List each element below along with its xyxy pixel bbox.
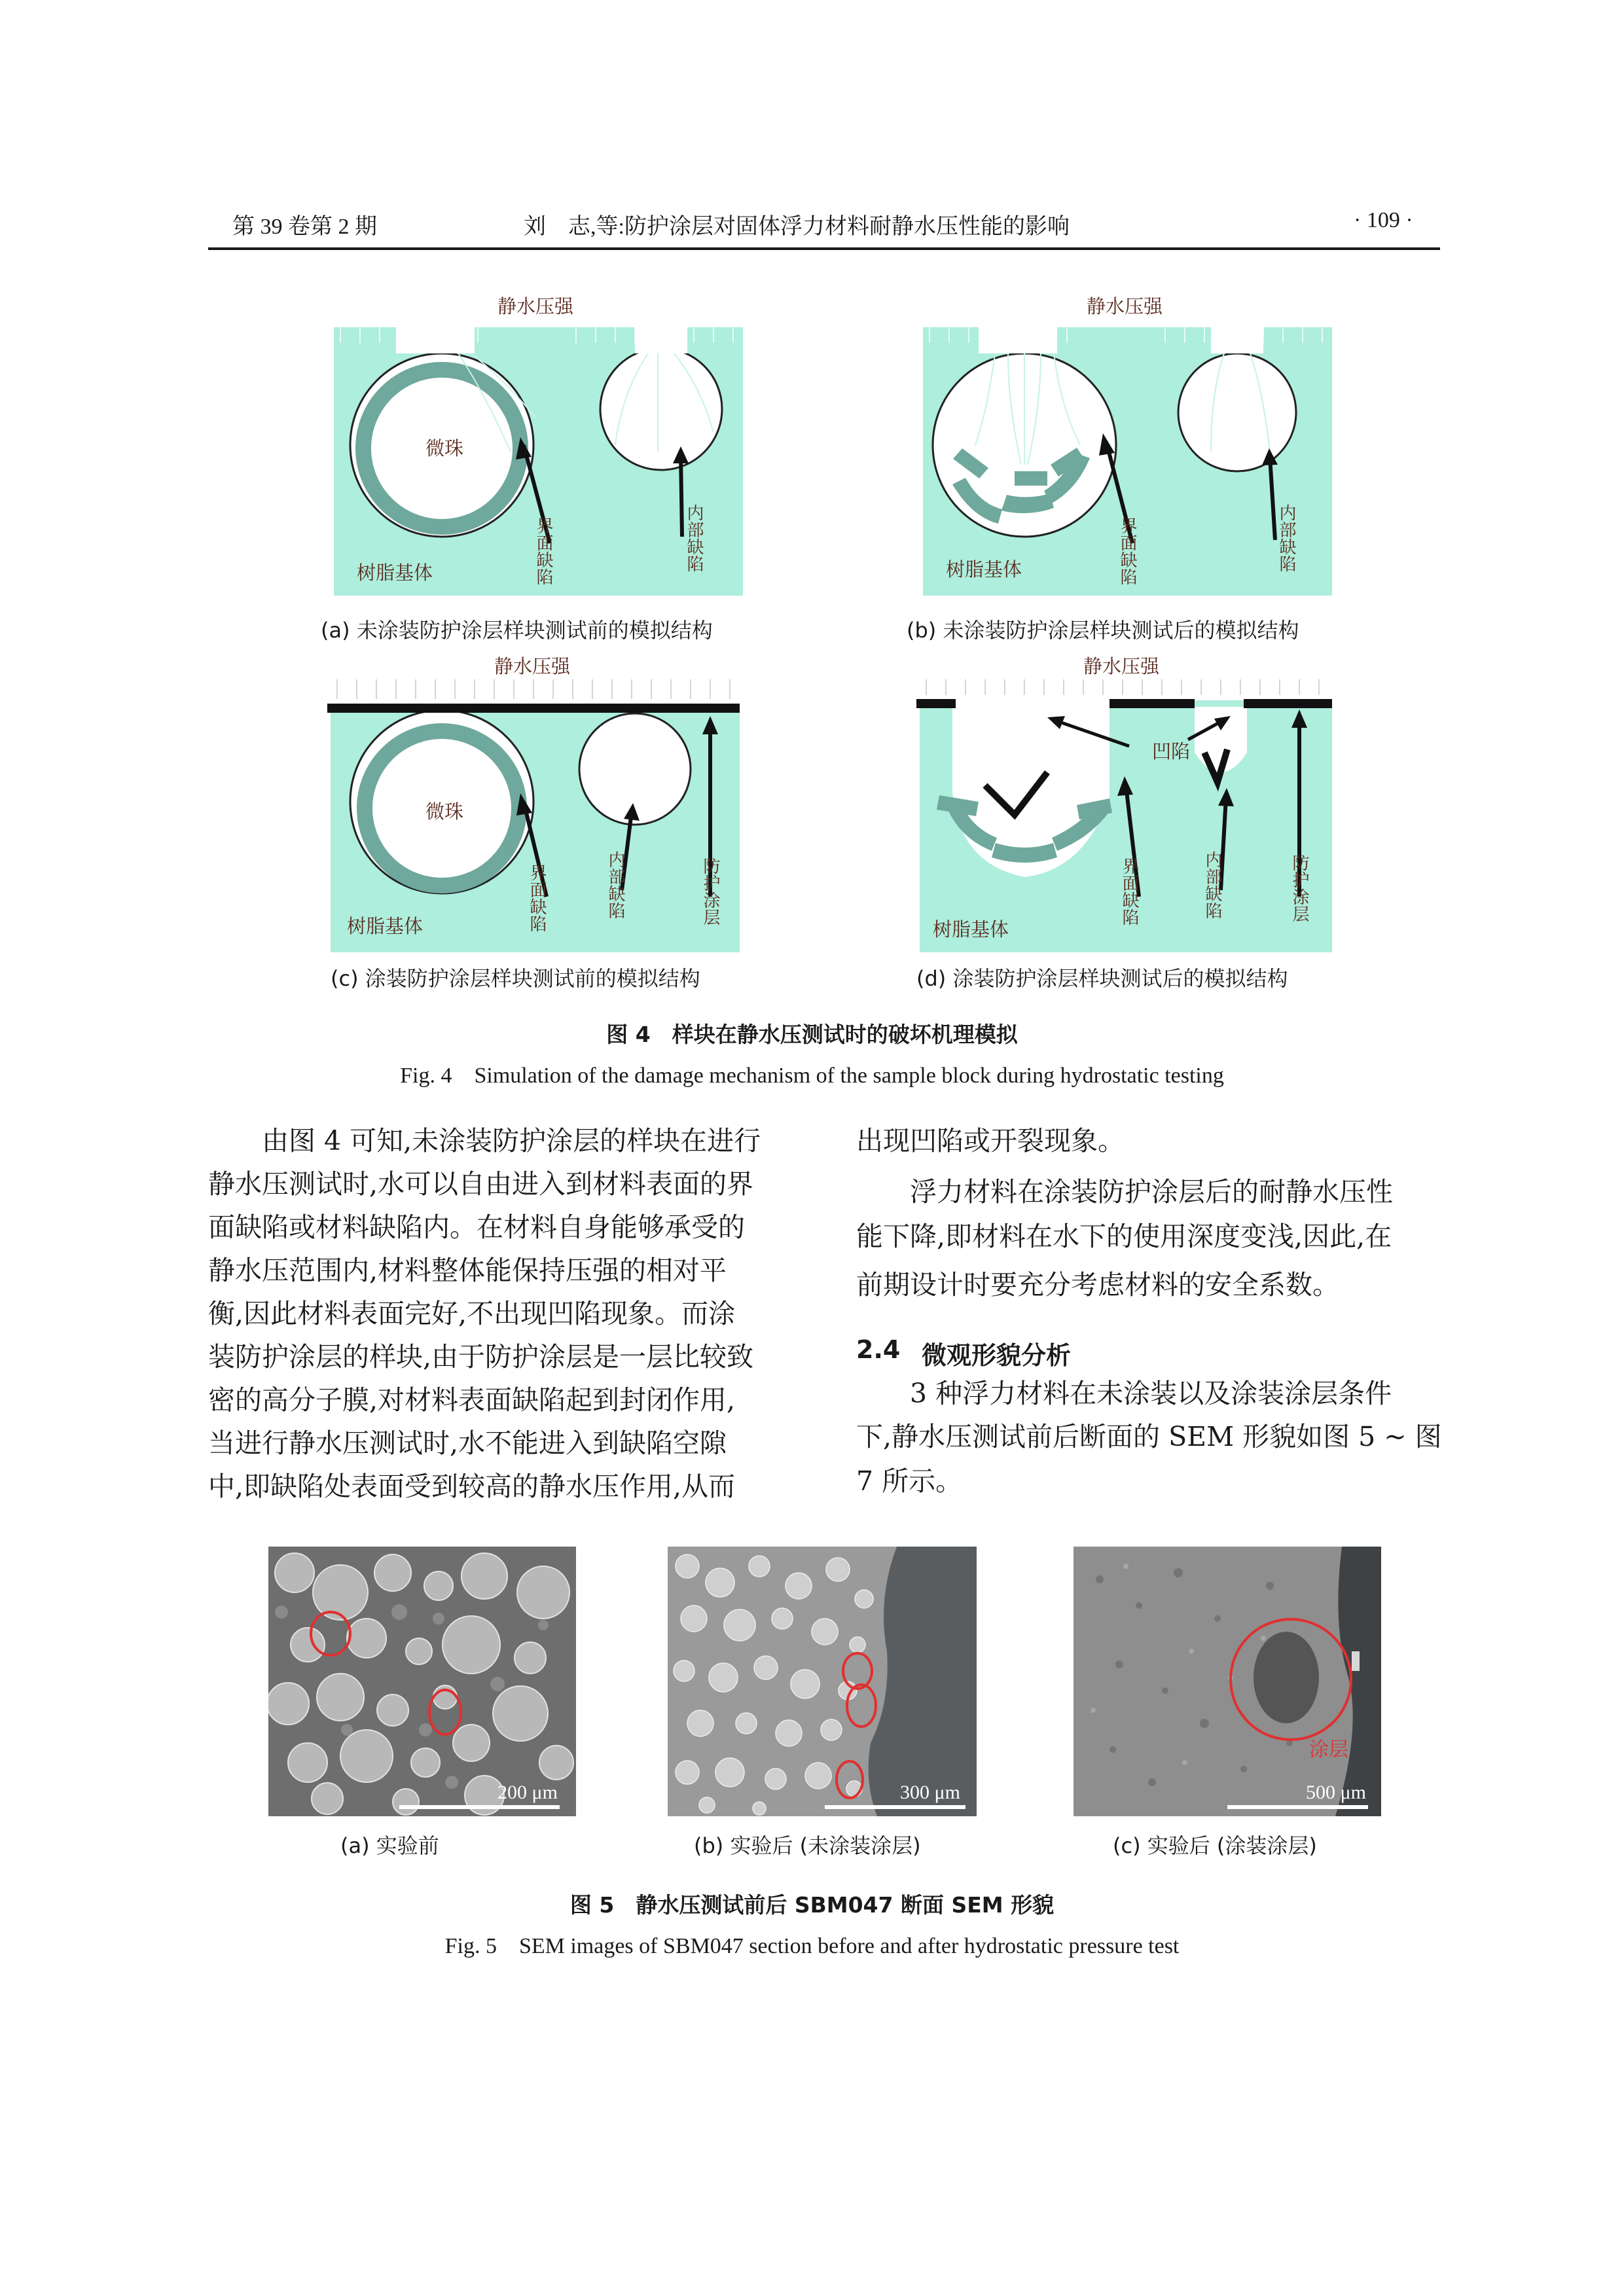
text-line: 出现凹陷或开裂现象。 (856, 1125, 1125, 1157)
header-volume: 第 39 卷第 2 期 (232, 215, 377, 239)
text-line: 浮力材料在涂装防护涂层后的耐静水压性 (910, 1176, 1393, 1208)
text-line: 前期设计时要充分考虑材料的安全系数。 (856, 1269, 1339, 1300)
right-column (856, 1119, 1445, 1538)
sem-b-scale-bar: 300 μm (900, 1782, 960, 1803)
label-interface-defect: 界面缺陷 (533, 517, 553, 585)
label-dent: 凹陷 (1152, 740, 1191, 762)
label-interface-defect: 界面缺陷 (1119, 857, 1139, 925)
figure4-panel-a (327, 288, 746, 602)
label-microbead: 微珠 (425, 437, 464, 459)
section-title: 微观形貌分析 (922, 1341, 1072, 1370)
label-resin-matrix: 树脂基体 (946, 558, 1022, 581)
text-line: 装防护涂层的样块,由于防护涂层是一层比较致 (208, 1341, 754, 1372)
figure4-caption-d: (d) 涂装防护涂层样块测试后的模拟结构 (916, 966, 1288, 991)
figure5-caption-cn: 图 5 静水压测试前后 SBM047 断面 SEM 形貌 (569, 1892, 1055, 1918)
text-line: 密的高分子膜,对材料表面缺陷起到封闭作用, (208, 1384, 736, 1416)
text-line: 下,静水压测试前后断面的 SEM 形貌如图 5 ~ 图 (856, 1421, 1442, 1452)
label-interface-defect: 界面缺陷 (527, 864, 547, 932)
label-resin-matrix: 树脂基体 (933, 918, 1009, 941)
text-line: 中,即缺陷处表面受到较高的静水压作用,从而 (208, 1471, 736, 1502)
pressure-label: 静水压强 (494, 656, 571, 677)
sem-image-a (268, 1547, 576, 1816)
header-page-number: · 109 · (1354, 208, 1413, 232)
text-line: 3 种浮力材料在未涂装以及涂装涂层条件 (910, 1378, 1392, 1409)
label-internal-defect: 内部缺陷 (684, 504, 704, 572)
label-resin-matrix: 树脂基体 (357, 562, 433, 584)
figure4-caption-c: (c) 涂装防护涂层样块测试前的模拟结构 (331, 966, 700, 991)
text-line: 面缺陷或材料缺陷内。在材料自身能够承受的 (208, 1211, 745, 1243)
text-line: 能下降,即材料在水下的使用深度变浅,因此,在 (856, 1221, 1392, 1252)
figure4-panel-d (913, 648, 1339, 956)
pressure-label: 静水压强 (497, 296, 574, 317)
figure5-caption-en: Fig. 5 SEM images of SBM047 section before and after hydrostatic pressure test (444, 1934, 1180, 1958)
label-coating: 防护涂层 (700, 857, 720, 925)
figure4-caption-en: Fig. 4 Simulation of the damage mechanism of the sample block during hydrostatic testing (400, 1064, 1224, 1088)
header-title: 刘 志,等:防护涂层对固体浮力材料耐静水压性能的影响 (524, 215, 1070, 239)
text-line: 衡,因此材料表面完好,不出现凹陷现象。而涂 (208, 1298, 736, 1329)
label-internal-defect: 内部缺陷 (1202, 851, 1222, 919)
label-coating: 防护涂层 (1290, 854, 1309, 922)
text-line: 7 所示。 (856, 1465, 963, 1497)
sem-image-b (668, 1547, 977, 1816)
figure5-caption-c: (c) 实验后 (涂装涂层) (1113, 1833, 1317, 1858)
panel-c-diagram (324, 648, 743, 956)
sem-image-c (1074, 1547, 1381, 1816)
label-internal-defect: 内部缺陷 (605, 851, 625, 919)
text-line: 静水压测试时,水可以自由进入到材料表面的界 (208, 1168, 754, 1200)
header-rule (208, 247, 1440, 250)
pressure-label: 静水压强 (1087, 296, 1163, 317)
figure5-caption-a: (a) 实验前 (340, 1833, 439, 1858)
sem-a-scale-bar: 200 μm (497, 1782, 558, 1803)
left-column-paragraph (208, 1119, 797, 1538)
text-line: 由图 4 可知,未涂装防护涂层的样块在进行 (262, 1125, 761, 1157)
label-resin-matrix: 树脂基体 (347, 915, 424, 937)
panel-b-diagram (916, 288, 1335, 602)
figure4-panel-c (324, 648, 743, 956)
figure4-panel-b (916, 288, 1335, 602)
figure5-caption-b: (b) 实验后 (未涂装涂层) (694, 1833, 921, 1858)
panel-d-diagram (913, 648, 1339, 956)
text-line: 当进行静水压测试时,水不能进入到缺陷空隙 (208, 1427, 727, 1459)
figure4-caption-cn: 图 4 样块在静水压测试时的破坏机理模拟 (606, 1022, 1018, 1047)
label-internal-defect: 内部缺陷 (1276, 504, 1296, 572)
label-interface-defect: 界面缺陷 (1117, 517, 1137, 585)
section-number: 2.4 (856, 1335, 901, 1364)
figure4-caption-a: (a) 未涂装防护涂层样块测试前的模拟结构 (321, 618, 713, 643)
label-microbead: 微珠 (425, 800, 464, 823)
sem-c-scale-bar: 500 μm (1306, 1782, 1366, 1803)
figure4-caption-b: (b) 未涂装防护涂层样块测试后的模拟结构 (907, 618, 1299, 643)
text-line: 静水压范围内,材料整体能保持压强的相对平 (208, 1255, 727, 1286)
panel-a-diagram (327, 288, 746, 602)
sem-c-coating-label: 涂层 (1309, 1738, 1348, 1761)
pressure-label: 静水压强 (1083, 656, 1160, 677)
